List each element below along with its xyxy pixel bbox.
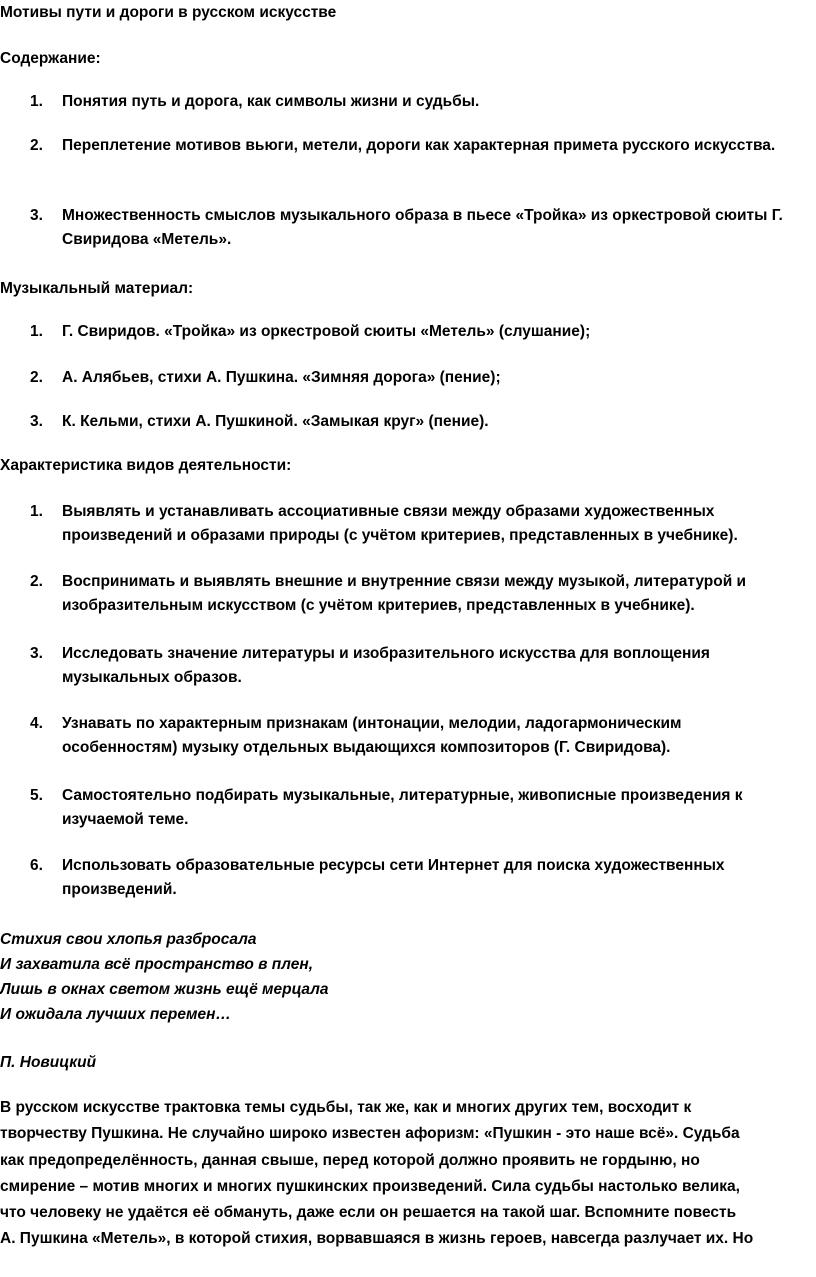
paragraph-line: В русском искусстве трактовка темы судьбы, так же, как и многих других тем, восходит к xyxy=(0,1099,692,1116)
list-text: Выявлять и устанавливать ассоциативные связи между образами художественных произведений и образами природы (с учётом критериев, представленных в учебнике). xyxy=(62,503,738,544)
document-title: Мотивы пути и дороги в русском искусстве xyxy=(0,4,337,21)
list-number: 1. xyxy=(30,323,43,340)
body-paragraph xyxy=(0,1095,816,1253)
list-text: К. Кельми, стихи А. Пушкиной. «Замыкая круг» (пение). xyxy=(62,413,489,430)
list-number: 2. xyxy=(30,573,43,590)
paragraph-line: как предопределённость, данная свыше, перед которой должно проявить не гордыню, но xyxy=(0,1151,700,1169)
list-text: Исследовать значение литературы и изобразительного искусства для воплощения музыкальных образов. xyxy=(62,645,710,686)
poem-line: И захватила всё пространство в плен, xyxy=(0,956,313,973)
list-text: Узнавать по характерным признакам (интонации, мелодии, ладогармоническим особенностям) музыку отдельных выдающихся композиторов (Г. Свиридова). xyxy=(62,715,682,756)
list-number: 6. xyxy=(30,857,43,874)
list-text: Понятия путь и дорога, как символы жизни и судьбы. xyxy=(62,93,480,110)
music-heading: Музыкальный материал: xyxy=(0,280,194,297)
music-item xyxy=(0,320,800,344)
list-text: А. Алябьев, стихи А. Пушкина. «Зимняя дорога» (пение); xyxy=(62,369,501,386)
contents-item xyxy=(0,90,800,114)
activities-heading: Характеристика видов деятельности: xyxy=(0,457,292,474)
list-text: Использовать образовательные ресурсы сети Интернет для поиска художественных произведений. xyxy=(62,857,725,898)
list-number: 3. xyxy=(30,413,43,430)
activity-item xyxy=(0,500,800,548)
list-number: 1. xyxy=(30,503,43,520)
activity-item xyxy=(0,854,800,902)
list-number: 2. xyxy=(30,137,43,154)
contents-heading: Содержание: xyxy=(0,50,101,67)
paragraph-line: что человеку не удаётся её обмануть, даже если он решается на такой шаг. Вспомните повесть xyxy=(0,1204,737,1222)
list-number: 5. xyxy=(30,787,43,804)
poem-line: И ожидала лучших перемен… xyxy=(0,1006,231,1023)
poem xyxy=(0,927,328,1027)
list-text: Самостоятельно подбирать музыкальные, литературные, живописные произведения к изучаемой теме. xyxy=(62,787,743,828)
list-text: Переплетение мотивов вьюги, метели, дороги как характерная примета русского искусства. xyxy=(62,137,776,154)
contents-item xyxy=(0,134,800,158)
paragraph-line: смирение – мотив многих и многих пушкинских произведений. Сила судьбы настолько велика, xyxy=(0,1177,740,1195)
activity-item xyxy=(0,784,800,832)
contents-item xyxy=(0,204,800,252)
poem-line: Лишь в окнах светом жизнь ещё мерцала xyxy=(0,981,329,998)
poem-author: П. Новицкий xyxy=(0,1054,97,1071)
list-number: 3. xyxy=(30,645,43,662)
music-item xyxy=(0,366,800,390)
list-number: 3. xyxy=(30,207,43,224)
poem-line: Стихия свои хлопья разбросала xyxy=(0,931,257,948)
music-item xyxy=(0,410,800,434)
list-text: Множественность смыслов музыкального образа в пьесе «Тройка» из оркестровой сюиты Г. Свиридова «Метель». xyxy=(62,207,783,248)
paragraph-line: творчеству Пушкина. Не случайно широко известен афоризм: «Пушкин - это наше всё». Судьба xyxy=(0,1125,740,1143)
list-text: Г. Свиридов. «Тройка» из оркестровой сюиты «Метель» (слушание); xyxy=(62,323,591,340)
list-number: 1. xyxy=(30,93,43,110)
activity-item xyxy=(0,570,800,618)
list-number: 2. xyxy=(30,369,43,386)
activity-item xyxy=(0,642,800,690)
activity-item xyxy=(0,712,800,760)
list-number: 4. xyxy=(30,715,43,732)
paragraph-line: А. Пушкина «Метель», в которой стихия, ворвавшаяся в жизнь героев, навсегда разлучает их. Но xyxy=(0,1230,754,1248)
list-text: Воспринимать и выявлять внешние и внутренние связи между музыкой, литературой и изобразительным искусством (с учётом критериев, представленных в учебнике). xyxy=(62,573,747,614)
